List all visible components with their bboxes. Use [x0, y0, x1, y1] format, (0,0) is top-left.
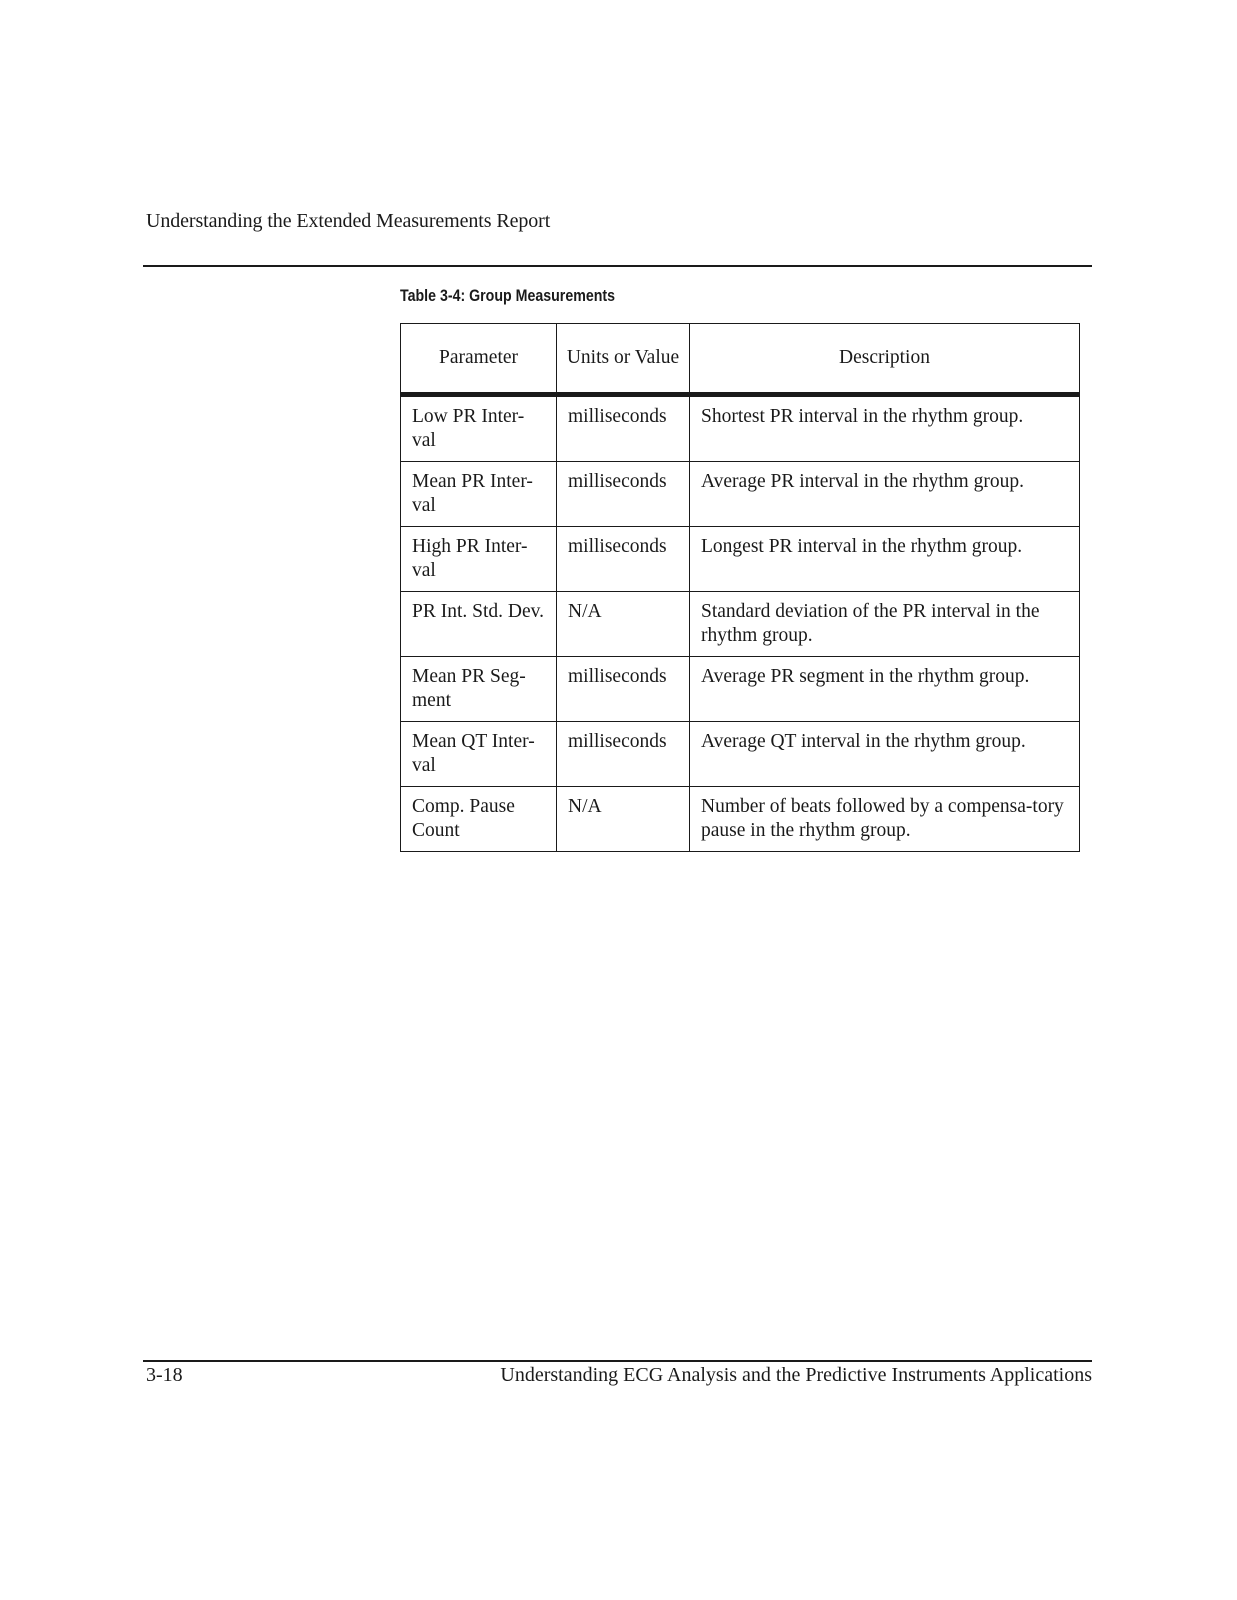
description-cell: Standard deviation of the PR interval in the rhythm group.	[690, 592, 1080, 657]
table-row	[401, 395, 1080, 462]
parameter-cell: High PR Inter-val	[401, 527, 557, 592]
table-header-row	[401, 324, 1080, 395]
units-cell: N/A	[557, 592, 690, 657]
table-row	[401, 722, 1080, 787]
table-row	[401, 657, 1080, 722]
page-number: 3-18	[146, 1364, 183, 1386]
description-cell: Number of beats followed by a compensa-tory pause in the rhythm group.	[690, 787, 1080, 852]
group-measurements-table	[400, 323, 1080, 852]
column-header-units: Units or Value	[557, 324, 690, 395]
parameter-cell: PR Int. Std. Dev.	[401, 592, 557, 657]
table-caption: Table 3-4: Group Measurements	[400, 287, 616, 305]
units-cell: milliseconds	[557, 462, 690, 527]
units-cell: milliseconds	[557, 395, 690, 462]
column-header-parameter: Parameter	[401, 324, 557, 395]
table-row	[401, 527, 1080, 592]
footer-rule	[143, 1360, 1092, 1362]
parameter-cell: Comp. Pause Count	[401, 787, 557, 852]
description-cell: Average PR segment in the rhythm group.	[690, 657, 1080, 722]
table-row	[401, 462, 1080, 527]
description-cell: Shortest PR interval in the rhythm group.	[690, 395, 1080, 462]
units-cell: N/A	[557, 787, 690, 852]
description-cell: Longest PR interval in the rhythm group.	[690, 527, 1080, 592]
parameter-cell: Mean PR Inter-val	[401, 462, 557, 527]
header-rule	[143, 265, 1092, 267]
description-cell: Average PR interval in the rhythm group.	[690, 462, 1080, 527]
units-cell: milliseconds	[557, 722, 690, 787]
units-cell: milliseconds	[557, 657, 690, 722]
table-row	[401, 592, 1080, 657]
parameter-cell: Mean PR Seg-ment	[401, 657, 557, 722]
units-cell: milliseconds	[557, 527, 690, 592]
parameter-cell: Low PR Inter-val	[401, 395, 557, 462]
running-header: Understanding the Extended Measurements Report	[146, 210, 551, 232]
description-cell: Average QT interval in the rhythm group.	[690, 722, 1080, 787]
footer-book-title: Understanding ECG Analysis and the Predictive Instruments Applications	[500, 1364, 1092, 1386]
column-header-description: Description	[690, 324, 1080, 395]
table-row	[401, 787, 1080, 852]
parameter-cell: Mean QT Inter-val	[401, 722, 557, 787]
